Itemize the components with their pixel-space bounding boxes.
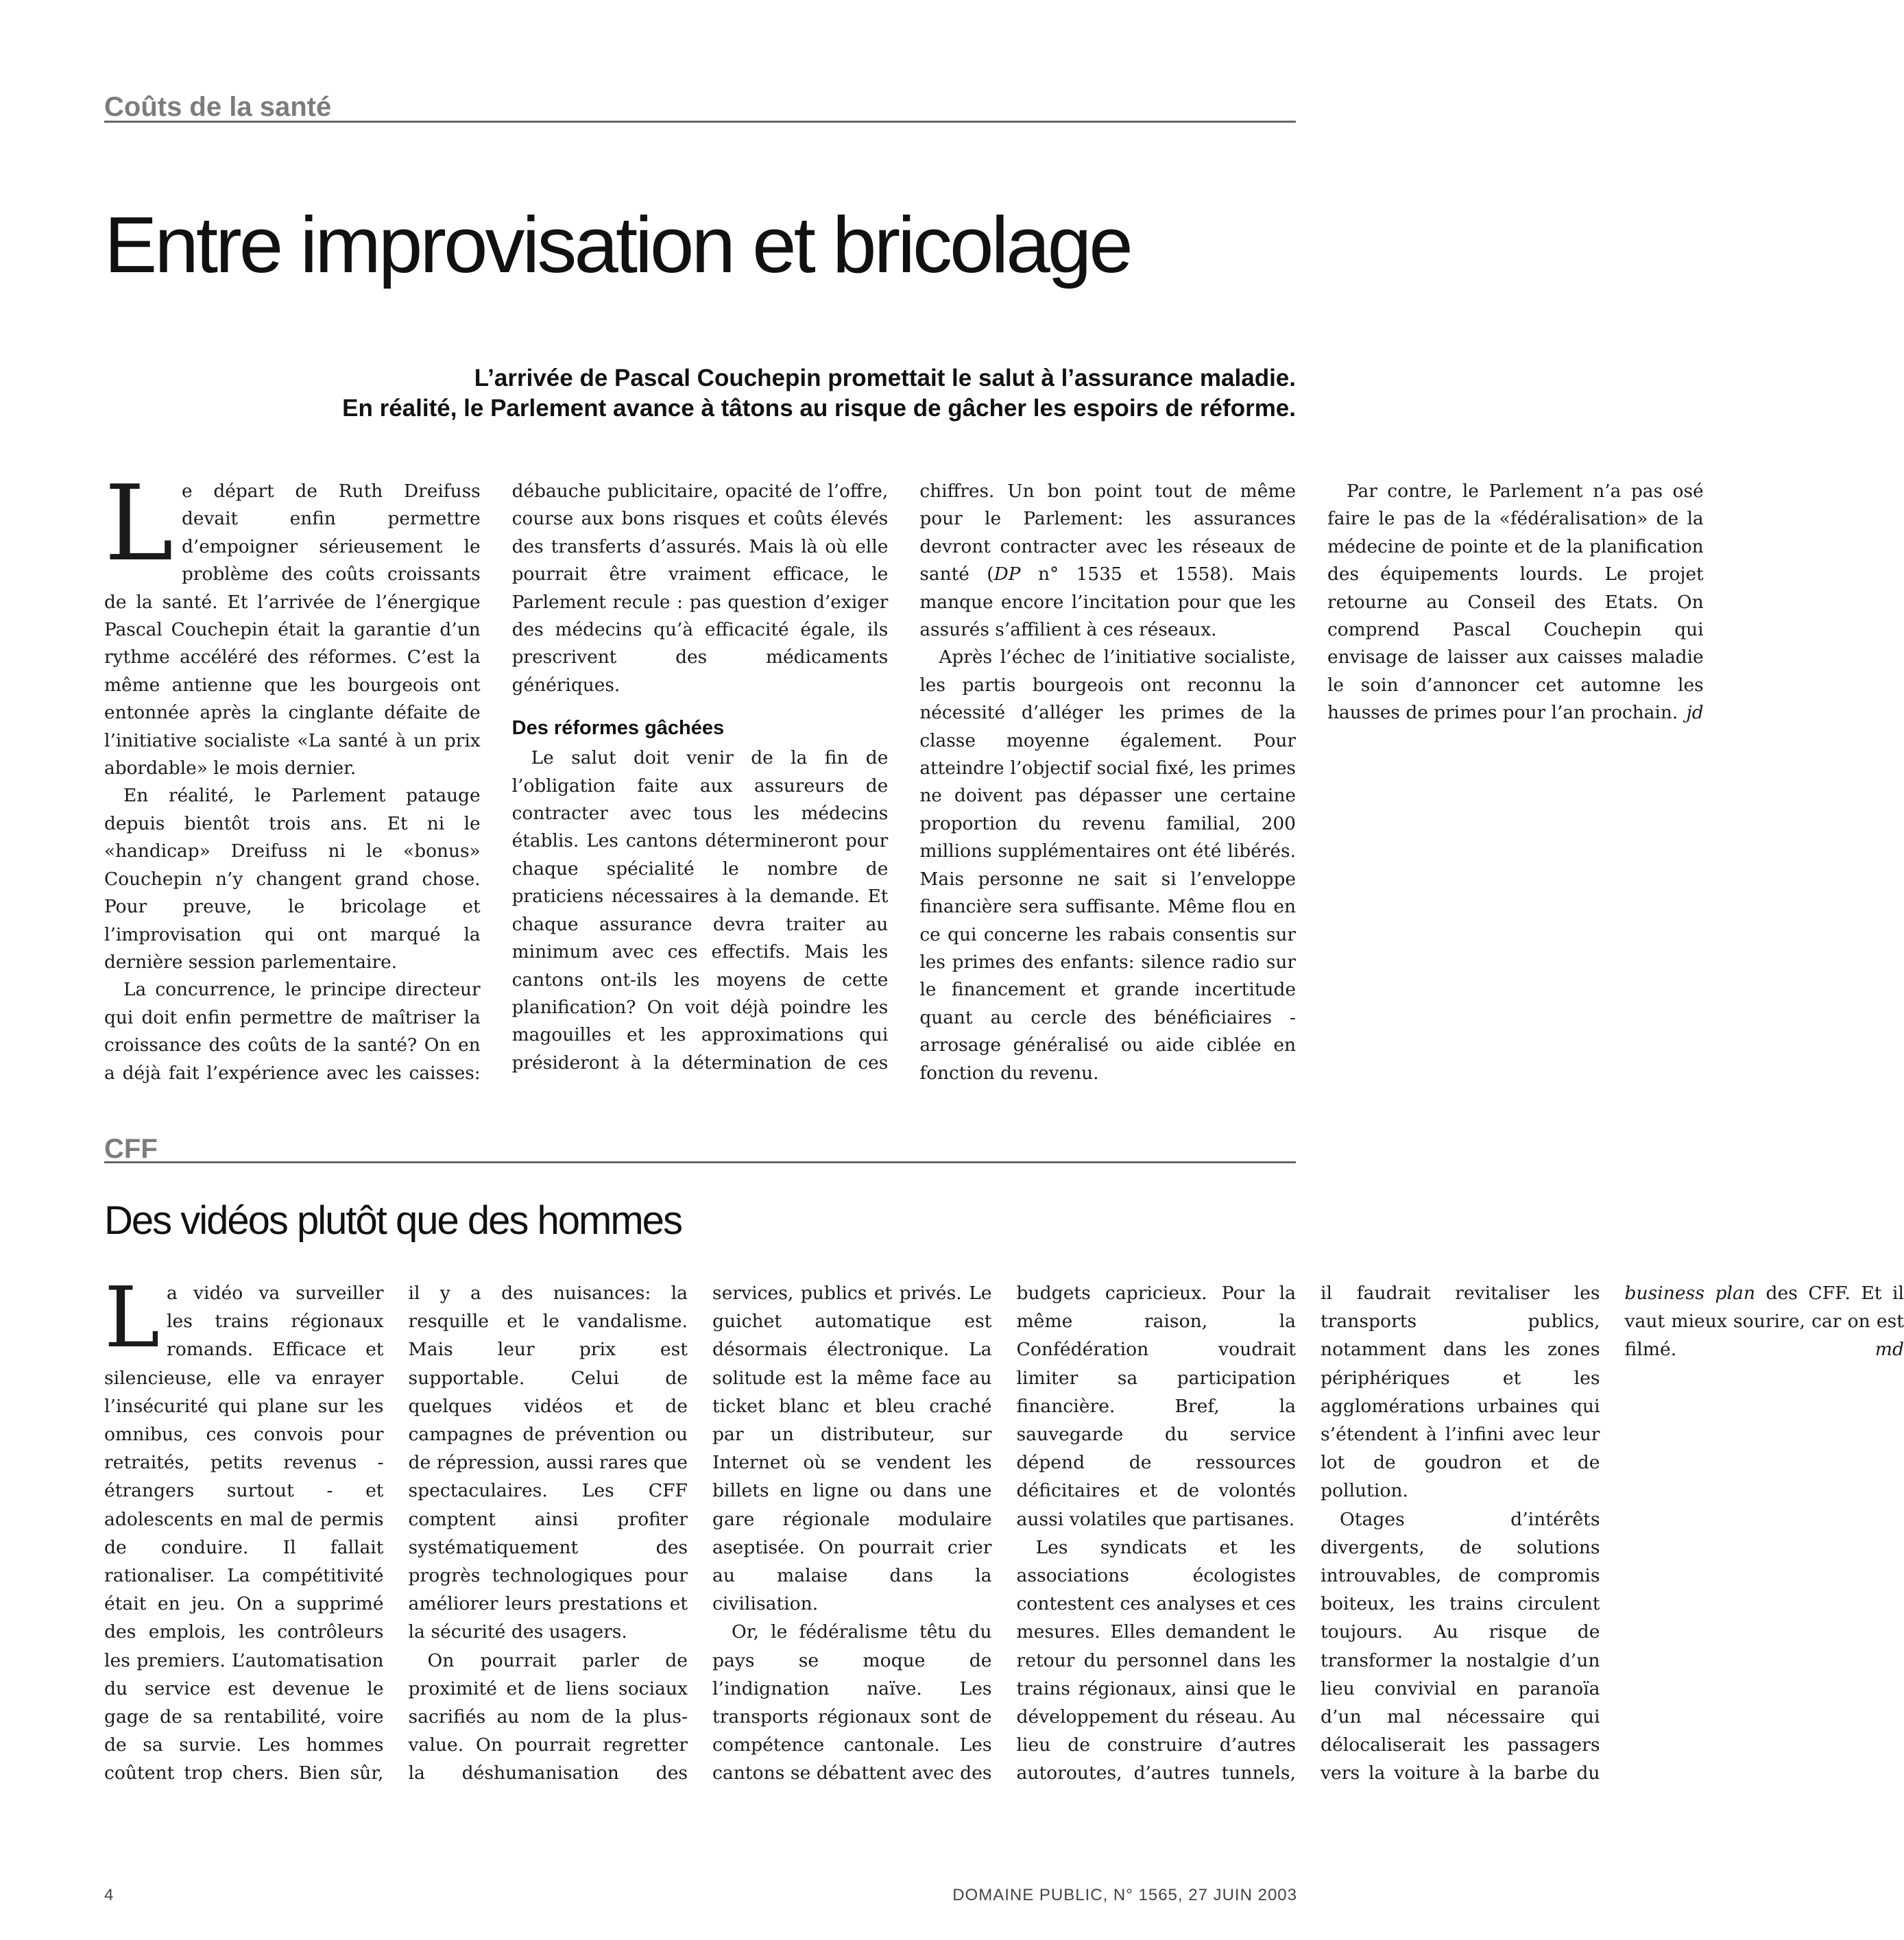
article-headline: Entre improvisation et bricolage [104, 200, 1131, 289]
paragraph-text: n° 1535 et 1558). Mais manque encore l’incitation pour que les assurés s’affilient à ces réseaux. [919, 563, 1296, 641]
article-body-health [104, 463, 1704, 1095]
paragraph: La vidéo va surveiller les trains régionaux romands. Efficace et silencieuse, elle va enrayer l’insécurité qui plane sur les omnibus, ces convois pour retraités, petits revenus - étrangers surtout - et adolescents en mal de permis de conduire. Il fallait rationaliser. La compétitivité était en jeu. On a supprimé des emplois, les contrôleurs les premiers. L’automatisation du service est devenue le gage de sa rentabilité, voire de sa survie. Les hommes coûtent trop chers. Bien sûr, il y a des nuisances: la resquille et le vandalisme. Mais leur prix est supportable. Celui de quelques vidéos et de campagnes de prévention ou de répression, aussi rares que spectaculaires. Les CFF comptent ainsi profiter systématiquement des progrès technologiques pour améliorer leurs prestations et la sécurité des usagers. [104, 1269, 688, 1784]
author-signature: md [1875, 1339, 1904, 1361]
paragraph: Or, le fédéralisme têtu du pays se moque de l’indignation naïve. Les transports régionaux sont de compétence cantonale. Les cantons se débattent avec des budgets capricieux. Pour la même raison, la Confédération voudrait limiter sa participation financière. Bref, la sauvegarde du service dépend de ressources déficitaires et de volontés aussi volatiles que partisanes. [712, 1283, 1296, 1784]
italic-term: business plan [1624, 1283, 1755, 1304]
article-lead [104, 363, 1296, 424]
paragraph-text: Par contre, le Parlement n’a pas osé faire le pas de la «fédéralisation» de la médecine de pointe et de la planification des équipements lourds. Le projet retourne au Conseil des Etats. On comprend Pascal Couchepin qui envisage de laisser aux caisses maladie le soin d’annoncer cet automne les hausses de primes pour l’an prochain. [1327, 481, 1704, 724]
paragraph: Après l’échec de l’initiative socialiste, les partis bourgeois ont reconnu la nécessité d’alléger les primes de la classe moyenne également. Pour atteindre l’objectif social fixé, les primes ne doivent pas dépasser une certaine proportion du revenu familial, 200 millions supplémentaires ont été libérés. Mais personne ne sait si l’enveloppe financière sera suffisante. Même flou en ce qui concerne les rabais consentis sur les primes des enfants: silence radio sur le financement et grande incertitude quant au cercle des bénéficiaires - arrosage généralisé ou aide ciblée en fonction du revenu. [919, 646, 1296, 1084]
section-label-health: Coûts de la santé [104, 93, 1296, 123]
subheading: Des réformes gâchées [511, 717, 725, 740]
paragraph: La concurrence, le principe directeur qui doit enfin permettre de maîtriser la croissance des coûts de la santé? On en a déjà fait l’expérience avec les caisses: débauche publicitaire, opacité de l’offre, course aux bons risques et coûts élevés des transferts d’assurés. Mais là où elle pourrait être vraiment efficace, le Parlement recule : pas question d’exiger des médecins qu’à efficacité égale, ils prescrivent des médicaments génériques. [104, 481, 889, 1084]
paragraph: Les syndicats et les associations écologistes contestent ces analyses et ces mesures. Elles demandent le retour du personnel dans les trains régionaux, ainsi que le développement du réseau. Au lieu de construire d’autres autoroutes, d’autres tunnels, il faudrait revitaliser les transports publics, notamment dans les zones périphériques et les agglomérations urbaines qui s’étendent à l’infini avec leur lot de goudron et de pollution. [1016, 1283, 1600, 1784]
article-headline: Des vidéos plutôt que des hommes [104, 1198, 682, 1243]
paragraph: Le départ de Ruth Dreifuss devait enfin permettre d’empoigner sérieusement le problème des coûts croissants de la santé. Et l’arrivée de l’énergique Pascal Couchepin était la garantie d’un rythme accéléré des réformes. C’est la même antienne que les bourgeois ont entonnée après la cinglante défaite de l’initiative socialiste «La santé à un prix abordable» le mois dernier. [104, 463, 481, 779]
paragraph-text: des CFF. Et il vaut mieux sourire, car on est filmé. [1624, 1283, 1904, 1361]
publication-info: DOMAINE PUBLIC, N° 1565, 27 JUIN 2003 [952, 1886, 1297, 1904]
section-label-cff: CFF [104, 1135, 1296, 1163]
article-body-cff [104, 1269, 1904, 1814]
paragraph: On pourrait parler de proximité et de liens sociaux sacrifiés au nom de la plus-value. On pourrait regretter la déshumanisation des services, publics et privés. Le guichet automatique est désormais électronique. La solitude est la même face au ticket blanc et bleu craché par un distributeur, sur Internet où se vendent les billets en ligne ou dans une gare régionale modulaire aseptisée. On pourrait crier au malaise dans la civilisation. [408, 1283, 992, 1784]
dp-reference: DP [993, 563, 1021, 585]
page-number: 4 [104, 1886, 114, 1904]
paragraph: En réalité, le Parlement patauge depuis bientôt trois ans. Et ni le «handicap» Dreifuss ni le «bonus» Couchepin n’y changent grand chose. Pour preuve, le bricolage et l’improvisation qui ont marqué la dernière session parlementaire. [104, 785, 481, 973]
paragraph-text: Otages d’intérêts divergents, de solutions introuvables, de compromis boiteux, les trains circulent toujours. Au risque de transformer la nostalgie d’un lieu convivial en paranoïa d’un mal nécessaire qui délocaliserait les passagers vers la voiture à la barbe du [1321, 1508, 1600, 1784]
paragraph-text: Le salut doit venir de la fin de l’obligation faite aux assureurs de contracter avec tous les médecins établis. Les cantons détermineront pour chaque spécialité le nombre de praticiens nécessaires à la demande. Et chaque assurance devra traiter au minimum avec ces effectifs. Mais les cantons ont-ils les moyens de cette planification? On voit déjà poindre les magouilles et les approximations qui présideront à la détermination de ces chiffres. Un bon point tout de même pour le Parlement: les assurances devront contracter avec les réseaux de santé ( [511, 481, 1296, 1074]
paragraph [1327, 478, 1704, 727]
lead-line-2: En réalité, le Parlement avance à tâtons au risque de gâcher les espoirs de réforme. [342, 395, 1296, 422]
lead-line-1: L’arrivée de Pascal Couchepin promettait le salut à l’assurance maladie. [474, 365, 1296, 391]
author-signature: jd [1686, 702, 1704, 724]
